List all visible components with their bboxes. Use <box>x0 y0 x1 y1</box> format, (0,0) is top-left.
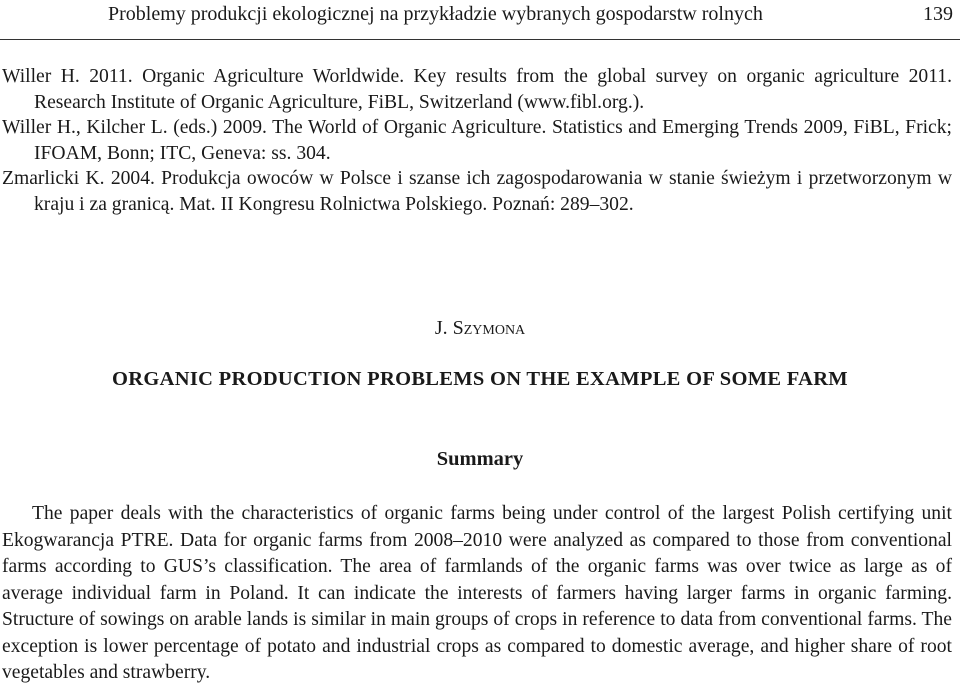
running-header <box>0 0 960 40</box>
summary-heading: Summary <box>436 448 524 470</box>
running-title: Problemy produkcji ekologicznej na przykładzie wybranych gospodarstw rolnych <box>108 3 763 25</box>
reference-entry: Willer H. 2011. Organic Agriculture Worldwide. Key results from the global survey on organic agriculture 2011. Research Institute of Organic Agriculture, FiBL, Switzerland (www.fibl.org.). <box>2 66 952 113</box>
reference-list <box>2 64 952 218</box>
page-number: 139 <box>923 3 953 25</box>
article-title: ORGANIC PRODUCTION PROBLEMS ON THE EXAMPLE OF SOME FARM <box>112 368 848 390</box>
reference-entry: Zmarlicki K. 2004. Produkcja owoców w Polsce i szanse ich zagospodarowania w stanie świeżym i przetworzonym w kraju i za granicą. Mat. II Kongresu Rolnictwa Polskiego. Poznań: 289–302. <box>2 168 952 215</box>
reference-entry: Willer H., Kilcher L. (eds.) 2009. The World of Organic Agriculture. Statistics and Emerging Trends 2009, FiBL, Frick; IFOAM, Bonn; ITC, Geneva: ss. 304. <box>2 117 952 164</box>
author-name: J. Szymona <box>434 317 526 339</box>
summary-paragraph: The paper deals with the characteristics of organic farms being under control of the largest Polish certifying unit Ekogwarancja PTRE. Data for organic farms from 2008–2010 were analyzed as compared to those from conventional farms according to GUS’s classification. The area of farmlands of the organic farms was over twice as large as of average individual farm in Poland. It can indicate the interests of farmers having larger farms in organic farming. Structure of sowings on arable lands is similar in main groups of crops in reference to data from conventional farms. The exception is lower percentage of potato and industrial crops as compared to domestic average, and higher share of root vegetables and strawberry. <box>2 503 952 683</box>
